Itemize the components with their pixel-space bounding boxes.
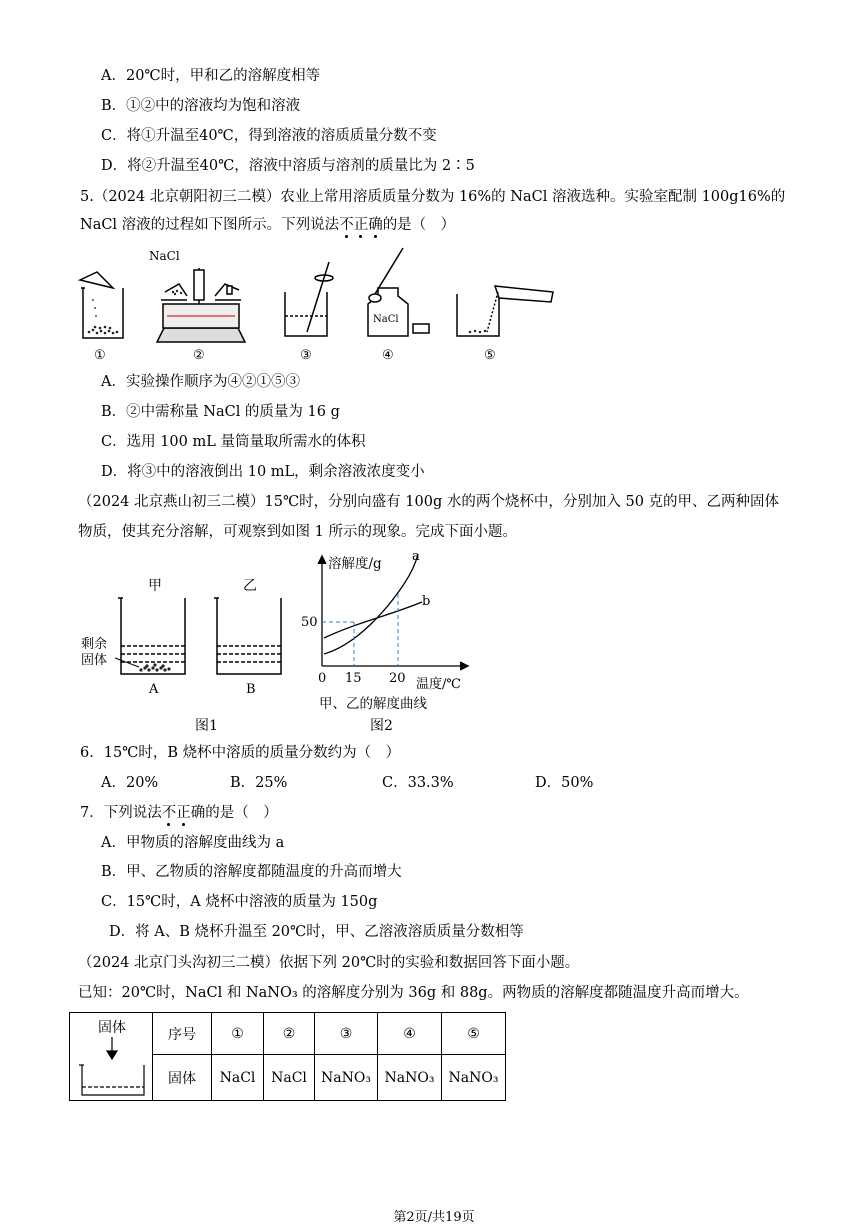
figure2-subtitle: 甲、乙的解度曲线 [319, 696, 427, 712]
q6-option-d: D．50% [535, 775, 594, 791]
table-diagram-cell [70, 1013, 153, 1101]
row2-cell-1: NaCl [212, 1055, 264, 1101]
page-footer: 第2页/共19页 [393, 1210, 475, 1225]
row1-cell-5: ⑤ [442, 1013, 506, 1055]
figure1-beakers [75, 572, 300, 737]
row1-cell-4: ④ [378, 1013, 442, 1055]
step2-balance-drawing [157, 268, 245, 342]
x-tick-20: 20 [389, 671, 406, 686]
figure2-solubility-chart [298, 548, 478, 733]
row1-cell-2: ② [264, 1013, 315, 1055]
row1-cell-3: ③ [315, 1013, 378, 1055]
row2-header: 固体 [153, 1055, 212, 1101]
q5-option-d: D．将③中的溶液倒出 10 mL，剩余溶液浓度变小 [101, 464, 425, 480]
step2-label: ② [193, 348, 205, 363]
step1-label: ① [94, 348, 106, 363]
beaker-a-label: A [149, 682, 159, 697]
q5-option-a: A．实验操作顺序为④②①⑤③ [101, 374, 300, 390]
q7-option-a: A．甲物质的溶解度曲线为 a [101, 835, 285, 851]
curve-b [324, 602, 422, 638]
q6-option-c: C．33.3% [382, 775, 454, 791]
mentougou-intro-line1: （2024 北京门头沟初三二模）依据下列 20℃时的实验和数据回答下面小题。 [78, 955, 580, 971]
q4-option-b: B．①②中的溶液均为饱和溶液 [101, 98, 301, 114]
beaker-b-top-label: 乙 [243, 578, 257, 594]
x-tick-15: 15 [345, 671, 362, 686]
mentougou-intro-line2: 已知：20℃时，NaCl 和 NaNO₃ 的溶解度分别为 36g 和 88g。两物质的溶解度都随温度升高而增大。 [78, 985, 749, 1001]
y-axis-label: 溶解度/g [328, 556, 382, 572]
figure2-caption: 图2 [370, 718, 393, 733]
row1-cell-1: ① [212, 1013, 264, 1055]
row2-cell-2: NaCl [264, 1055, 315, 1101]
step3-beaker-drawing [285, 262, 333, 336]
beaker-b-label: B [246, 682, 256, 697]
step3-label: ③ [300, 348, 312, 363]
q7-option-c: C．15℃时，A 烧杯中溶液的质量为 150g [101, 894, 378, 910]
q6-option-b: B．25% [230, 775, 288, 791]
q7-option-d: D．将 A、B 烧杯升温至 20℃时，甲、乙溶液溶质质量分数相等 [109, 924, 524, 940]
row2-cell-4: NaNO₃ [378, 1055, 442, 1101]
step4-label: ④ [382, 348, 394, 363]
beaker-a-top-label: 甲 [148, 578, 162, 594]
step2-nacl-label: NaCl [149, 249, 180, 263]
residue-label-line1: 剩余 [81, 637, 108, 652]
table-beaker-drawing [74, 1035, 150, 1097]
residue-label-line2: 固体 [81, 653, 108, 668]
row1-header: 序号 [153, 1013, 212, 1055]
q5-option-b: B．②中需称量 NaCl 的质量为 16 g [101, 404, 340, 420]
step1-beaker-drawing [80, 272, 123, 338]
q4-option-d: D．将②升温至40℃，溶液中溶质与溶剂的质量比为 2∶5 [101, 158, 475, 174]
step5-label: ⑤ [484, 348, 496, 363]
q5-lab-steps-figure [75, 240, 575, 365]
q4-option-a: A．20℃时，甲和乙的溶解度相等 [101, 68, 321, 84]
curve-b-label: b [422, 594, 431, 609]
row2-cell-5: NaNO₃ [442, 1055, 506, 1101]
row2-cell-3: NaNO₃ [315, 1055, 378, 1101]
yanshan-intro-line2: 物质，使其充分溶解，可观察到如图 1 所示的现象。完成下面小题。 [78, 524, 517, 540]
q6-stem: 6．15℃时，B 烧杯中溶质的质量分数约为（ ） [80, 745, 401, 761]
step4-bottle-label: NaCl [373, 314, 399, 325]
y-tick-50: 50 [301, 615, 318, 630]
q5-stem-line1: 5.（2024 北京朝阳初三二模）农业上常用溶质质量分数为 16%的 NaCl 溶液选种。实验室配制 100g16%的 [80, 189, 786, 205]
figure1-caption: 图1 [195, 718, 218, 734]
q6-option-a: A．20% [101, 775, 159, 791]
experiment-table [69, 1012, 506, 1101]
q7-stem: 7．下列说法不正确的是（ ） [80, 805, 278, 821]
table-diagram-label: 固体 [98, 1020, 126, 1036]
yanshan-intro-line1: （2024 北京燕山初三二模）15℃时，分别向盛有 100g 水的两个烧杯中，分别加入 50 克的甲、乙两种固体 [78, 494, 780, 510]
q5-option-c: C．选用 100 mL 量筒量取所需水的体积 [101, 434, 366, 450]
q7-option-b: B．甲、乙物质的溶解度都随温度的升高而增大 [101, 864, 402, 880]
q5-stem-line2: NaCl 溶液的过程如下图所示。下列说法不正确的是（ ） [80, 217, 456, 233]
x-tick-0: 0 [318, 671, 327, 686]
curve-a-label: a [412, 549, 420, 564]
step5-pour-drawing [457, 286, 553, 336]
q4-option-c: C．将①升温至40℃，得到溶液的溶质质量分数不变 [101, 128, 437, 144]
x-axis-label: 温度/℃ [416, 677, 461, 692]
